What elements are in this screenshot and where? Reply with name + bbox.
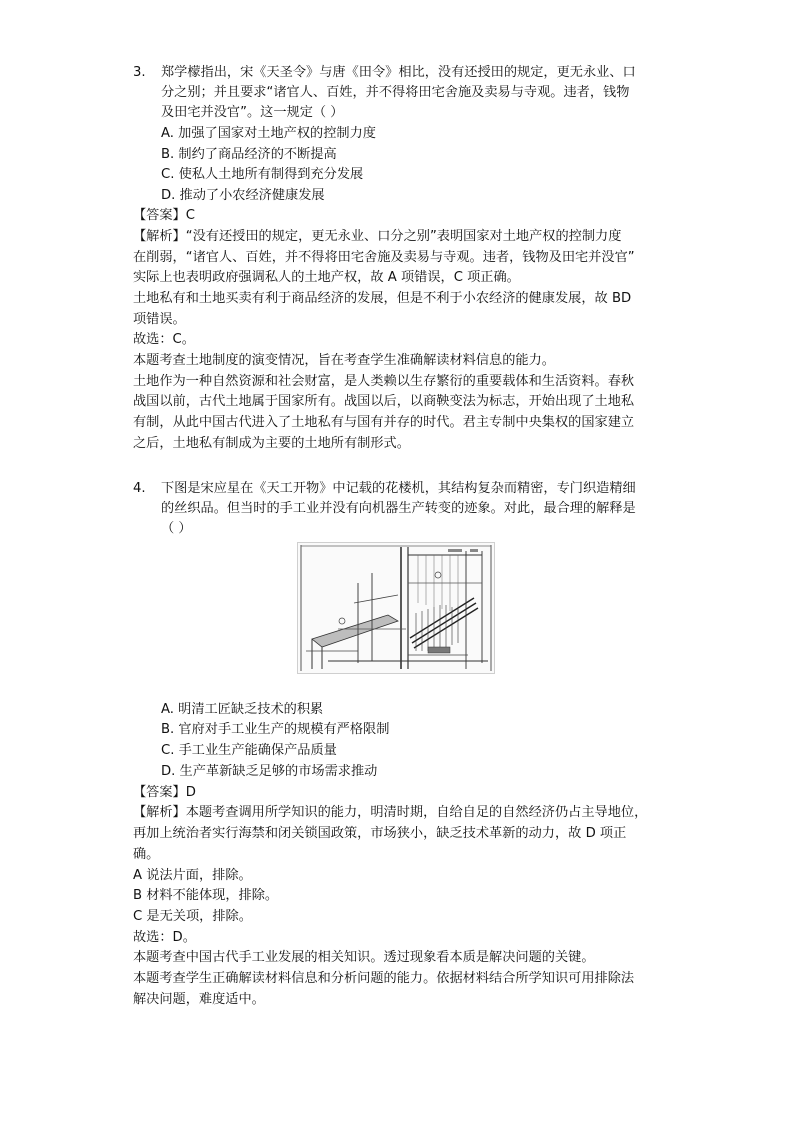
analysis-text: 战国以前，古代土地属于国家所有。战国以后，以商鞅变法为标志，开始出现了土地私 [133,394,635,409]
analysis-line [133,803,647,823]
question-stem-line: 的丝织品。但当时的手工业并没有向机器生产转变的迹象。对此，最合理的解释是 [161,501,636,516]
question-stem-line: （ ） [161,521,192,536]
loom-illustration [297,542,495,674]
analysis-text: 在削弱，“诸官人、百姓，并不得将田宅舍施及卖易与寺观。违者，钱物及田宅并没官” [133,250,635,265]
answer-label: 【答案】 [133,208,186,223]
loom-drawing [298,543,494,673]
analysis-text: 再加上统治者实行海禁和闭关锁国政策，市场狭小，缺乏技术革新的动力，故 D 项正 [133,826,627,841]
option-c: C. 使私人土地所有制得到充分发展 [161,167,364,182]
analysis-text: 本题考查中国古代手工业发展的相关知识。透过现象看本质是解决问题的关键。 [133,950,595,965]
analysis-text: 本题考查调用所学知识的能力，明清时期，自给自足的自然经济仍占主导地位， [185,805,648,820]
option-b: B. 制约了商品经济的不断提高 [161,147,337,162]
analysis-text: 土地作为一种自然资源和社会财富，是人类赖以生存繁衍的重要载体和生活资料。春秋 [133,374,635,389]
analysis-text: A 说法片面，排除。 [133,868,252,883]
option-d: D. 推动了小农经济健康发展 [161,188,325,203]
option-a: A. 明清工匠缺乏技术的积累 [161,702,324,717]
analysis-line [133,227,621,247]
answer-line [133,783,196,803]
option-d: D. 生产革新缺乏足够的市场需求推动 [161,764,378,779]
analysis-text: 确。 [133,847,160,862]
answer-value: C [185,208,195,223]
analysis-text: 解决问题，难度适中。 [133,992,265,1007]
answer-value: D [185,785,196,800]
analysis-text: 本题考查土地制度的演变情况，旨在考查学生准确解读材料信息的能力。 [133,353,555,368]
analysis-label: 【解析】 [133,229,186,244]
answer-label: 【答案】 [133,785,186,800]
option-a: A. 加强了国家对土地产权的控制力度 [161,126,376,141]
analysis-text: 之后，土地私有制成为主要的土地所有制形式。 [133,436,410,451]
analysis-text: “没有还授田的规定，更无永业、口分之别”表明国家对土地产权的控制力度 [185,229,622,244]
question-stem-line: 下图是宋应星在《天工开物》中记载的花楼机，其结构复杂而精密，专门织造精细 [161,481,636,496]
question-stem-line: 郑学檬指出，宋《天圣令》与唐《田令》相比，没有还授田的规定，更无永业、口 [161,65,636,80]
question-number: 3. [133,65,146,80]
analysis-text: 故选：D。 [133,930,196,945]
analysis-text: 土地私有和土地买卖有利于商品经济的发展，但是不利于小农经济的健康发展，故 BD [133,291,632,306]
question-stem-line: 分之别；并且要求“诸官人、百姓，并不得将田宅舍施及卖易与寺观。违者，钱物 [161,85,630,100]
analysis-text: 故选：C。 [133,332,195,347]
analysis-text: 项错误。 [133,312,186,327]
question-stem-line: 及田宅并没官”。这一规定（ ） [161,105,344,120]
analysis-text: 有制，从此中国古代进入了土地私有与国有并存的时代。君主专制中央集权的国家建立 [133,415,635,430]
answer-line [133,206,195,226]
analysis-text: C 是无关项，排除。 [133,909,252,924]
option-b: B. 官府对手工业生产的规模有严格限制 [161,722,390,737]
analysis-text: 实际上也表明政府强调私人的土地产权，故 A 项错误，C 项正确。 [133,270,520,285]
analysis-text: B 材料不能体现，排除。 [133,888,279,903]
analysis-label: 【解析】 [133,805,186,820]
question-number: 4. [133,481,146,496]
option-c: C. 手工业生产能确保产品质量 [161,743,337,758]
analysis-text: 本题考查学生正确解读材料信息和分析问题的能力。依据材料结合所学知识可用排除法 [133,971,635,986]
